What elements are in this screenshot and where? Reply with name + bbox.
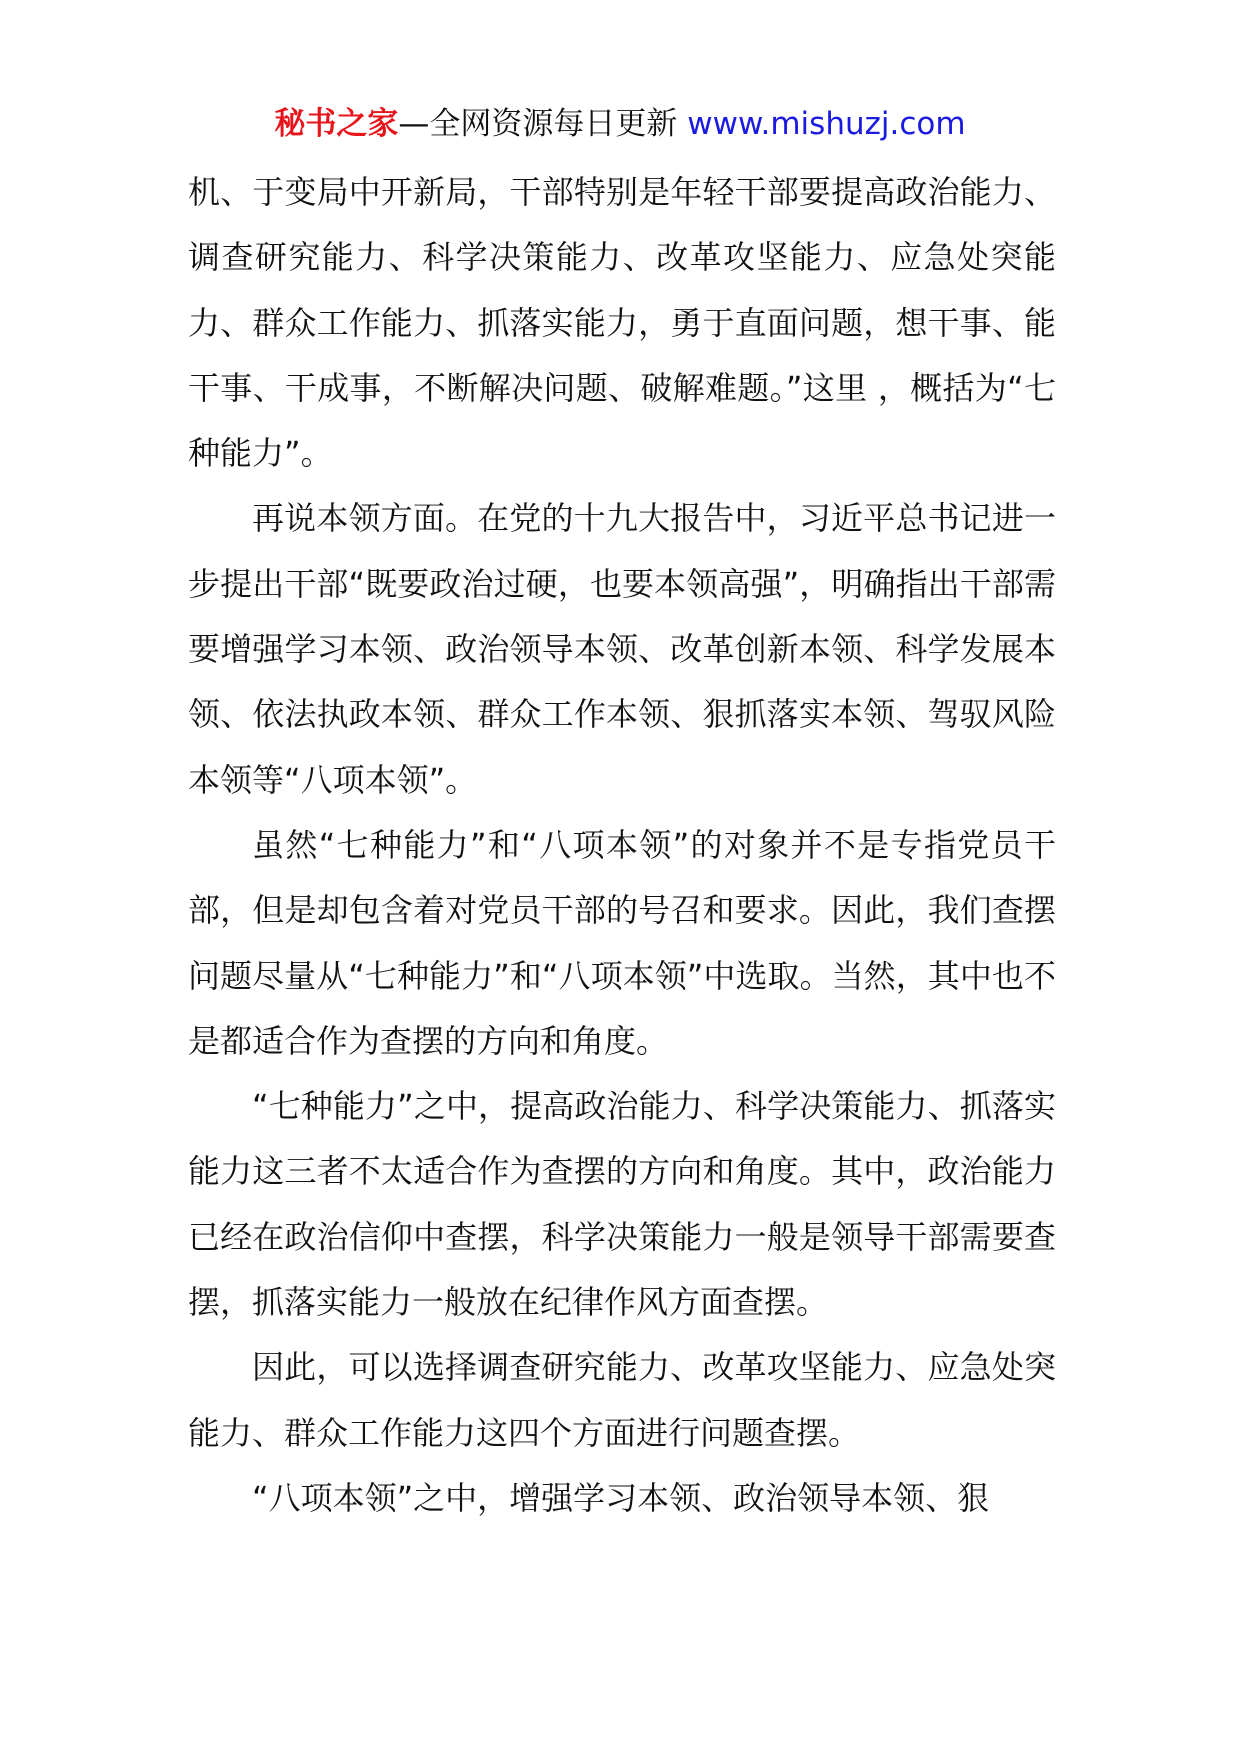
document-body	[188, 160, 1056, 1531]
paragraph-selection: 虽然“七种能力”和“八项本领”的对象并不是专指党员干部，但是却包含着对党员干部的号召和要求。因此，我们查摆问题尽量从“七种能力”和“八项本领”中选取。当然，其中也不是都适合作为查摆的方向和角度。	[188, 825, 1056, 1060]
paragraph-seven-abilities: “七种能力”之中，提高政治能力、科学决策能力、抓落实能力这三者不太适合作为查摆的方向和角度。其中，政治能力已经在政治信仰中查摆，科学决策能力一般是领导干部需要查摆，抓落实能力一般放在纪律作风方面查摆。	[188, 1087, 1056, 1322]
site-header	[0, 100, 1240, 148]
paragraph-continuation: 机、于变局中开新局，干部特别是年轻干部要提高政治能力、调查研究能力、科学决策能力、改革攻坚能力、应急处突能力、群众工作能力、抓落实能力，勇于直面问题，想干事、能干事、干成事，不断解决问题、破解难题。”这里 ，概括为“七种能力”。	[188, 173, 1056, 473]
paragraph-eight-skills: “八项本领”之中，增强学习本领、政治领导本领、狠	[252, 1478, 990, 1517]
paragraph-four-aspects: 因此，可以选择调查研究能力、改革攻坚能力、应急处突能力、群众工作能力这四个方面进行问题查摆。	[188, 1348, 1056, 1452]
site-tagline: —全网资源每日更新	[398, 106, 678, 142]
site-url-link[interactable]: www.mishuzj.com	[687, 106, 966, 142]
paragraph-skills: 再说本领方面。在党的十九大报告中，习近平总书记进一步提出干部“既要政治过硬，也要本领高强”，明确指出干部需要增强学习本领、政治领导本领、改革创新本领、科学发展本领、依法执政本领、群众工作本领、狠抓落实本领、驾驭风险本领等“八项本领”。	[188, 499, 1056, 799]
site-brand: 秘书之家	[274, 106, 399, 142]
